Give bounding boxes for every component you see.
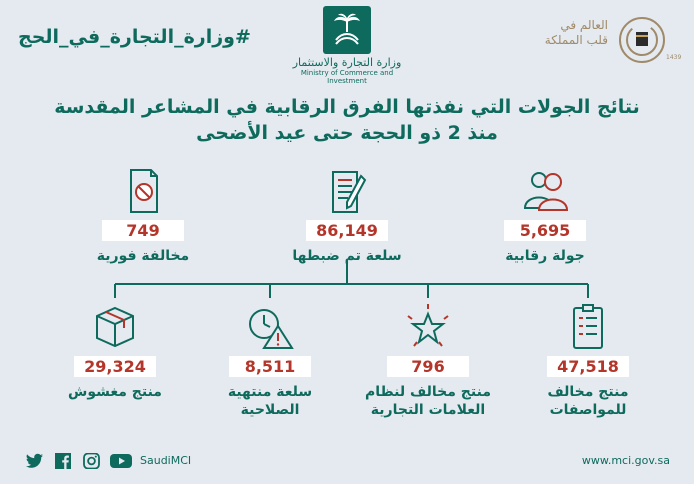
stat-label: مخالفة فورية	[96, 248, 190, 264]
stat-value: 47,518	[547, 356, 629, 377]
instagram-icon[interactable]	[82, 453, 100, 469]
facebook-icon[interactable]	[54, 453, 72, 469]
ministry-name-ar: وزارة التجارة والاستثمار	[292, 56, 402, 69]
campaign-text: العالم في قلب المملكة	[544, 18, 608, 47]
stat-spec-violations	[513, 302, 663, 419]
stat-counterfeit-products	[40, 302, 190, 401]
ministry-name-en: Ministry of Commerce and Investment	[300, 69, 394, 85]
title-line-1: نتائج الجولات التي نفذتها الفرق الرقابية في المشاعر المقدسة	[54, 96, 640, 118]
stat-expired-goods	[195, 302, 345, 419]
stat-label: منتج مخالف للمواصفات	[547, 384, 629, 418]
stat-value: 86,149	[306, 220, 388, 241]
stat-label: سلعة منتهية الصلاحية	[227, 384, 313, 418]
spec-list-icon	[560, 302, 616, 352]
box-icon	[87, 302, 143, 352]
stat-value: 8,511	[229, 356, 311, 377]
title-line-2: منذ 2 ذو الحجة حتى عيد الأضحى	[196, 122, 498, 144]
campaign-year: 1439	[666, 54, 682, 61]
stat-value: 796	[387, 356, 469, 377]
stat-label: جولة رقابية	[505, 248, 585, 264]
twitter-icon[interactable]	[26, 453, 44, 469]
stat-value: 29,324	[74, 356, 156, 377]
youtube-icon[interactable]	[110, 453, 132, 469]
hashtag: #وزارة_التجارة_في_الحج	[18, 26, 251, 48]
footer	[0, 450, 694, 476]
clock-warning-icon	[242, 302, 298, 352]
stat-value: 5,695	[504, 220, 586, 241]
stat-value: 749	[102, 220, 184, 241]
social-handle[interactable]: SaudiMCI	[140, 454, 192, 467]
website-url[interactable]: www.mci.gov.sa	[581, 454, 670, 467]
stat-trademark-violations	[353, 302, 503, 419]
star-icon	[400, 302, 456, 352]
stat-label: منتج مغشوش	[68, 384, 162, 400]
stat-label: منتج مخالف لنظام العلامات التجارية	[364, 384, 491, 418]
stat-label: سلعة تم ضبطها	[292, 248, 402, 264]
